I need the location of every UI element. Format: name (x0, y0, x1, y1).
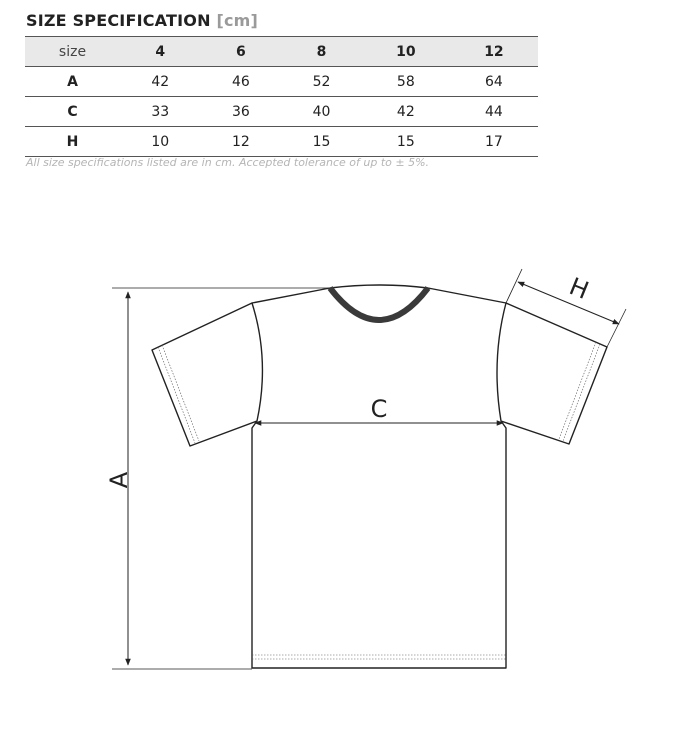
row-label: A (67, 73, 78, 90)
row-label: H (66, 133, 79, 150)
table-cell: 33 (151, 103, 170, 120)
row-label: C (67, 103, 78, 120)
title-unit: [cm] (216, 11, 259, 30)
right-shoulder (428, 288, 506, 303)
left-sleeve (152, 303, 262, 446)
table-cell: 64 (485, 73, 503, 90)
column-header: 4 (155, 43, 166, 60)
label-h: H (565, 272, 593, 305)
neckband (330, 288, 428, 320)
dimension-c (255, 395, 503, 423)
dimension-h (506, 269, 626, 347)
table-cell: 17 (485, 133, 503, 150)
stitching (158, 342, 600, 659)
column-header: 8 (316, 43, 327, 60)
body (252, 421, 506, 668)
column-header: 12 (484, 43, 504, 60)
left-shoulder (252, 288, 330, 303)
table-cell: 42 (151, 73, 170, 90)
table-cell: 52 (312, 73, 331, 90)
table-cell: 44 (485, 103, 503, 120)
table-cell: 58 (396, 73, 415, 90)
title-text: SIZE SPECIFICATION (26, 11, 211, 30)
dimension-a (105, 288, 330, 669)
table-cell: 46 (231, 73, 250, 90)
label-a: A (105, 471, 133, 489)
label-c: C (370, 395, 388, 423)
table-cell: 10 (151, 133, 170, 150)
table-cell: 42 (396, 103, 415, 120)
collar-back (330, 285, 428, 288)
table-cell: 36 (231, 103, 250, 120)
column-header: 10 (396, 43, 416, 60)
table-cell: 40 (312, 103, 331, 120)
column-header: size (58, 43, 87, 60)
table-cell: 15 (396, 133, 415, 150)
tolerance-note: All size specifications listed are in cm. Accepted tolerance of up to ± 5%. (26, 156, 430, 169)
table-cell: 12 (231, 133, 250, 150)
right-sleeve (497, 303, 607, 444)
table-cell: 15 (312, 133, 331, 150)
column-header: 6 (236, 43, 246, 60)
tshirt-outline (152, 285, 607, 668)
